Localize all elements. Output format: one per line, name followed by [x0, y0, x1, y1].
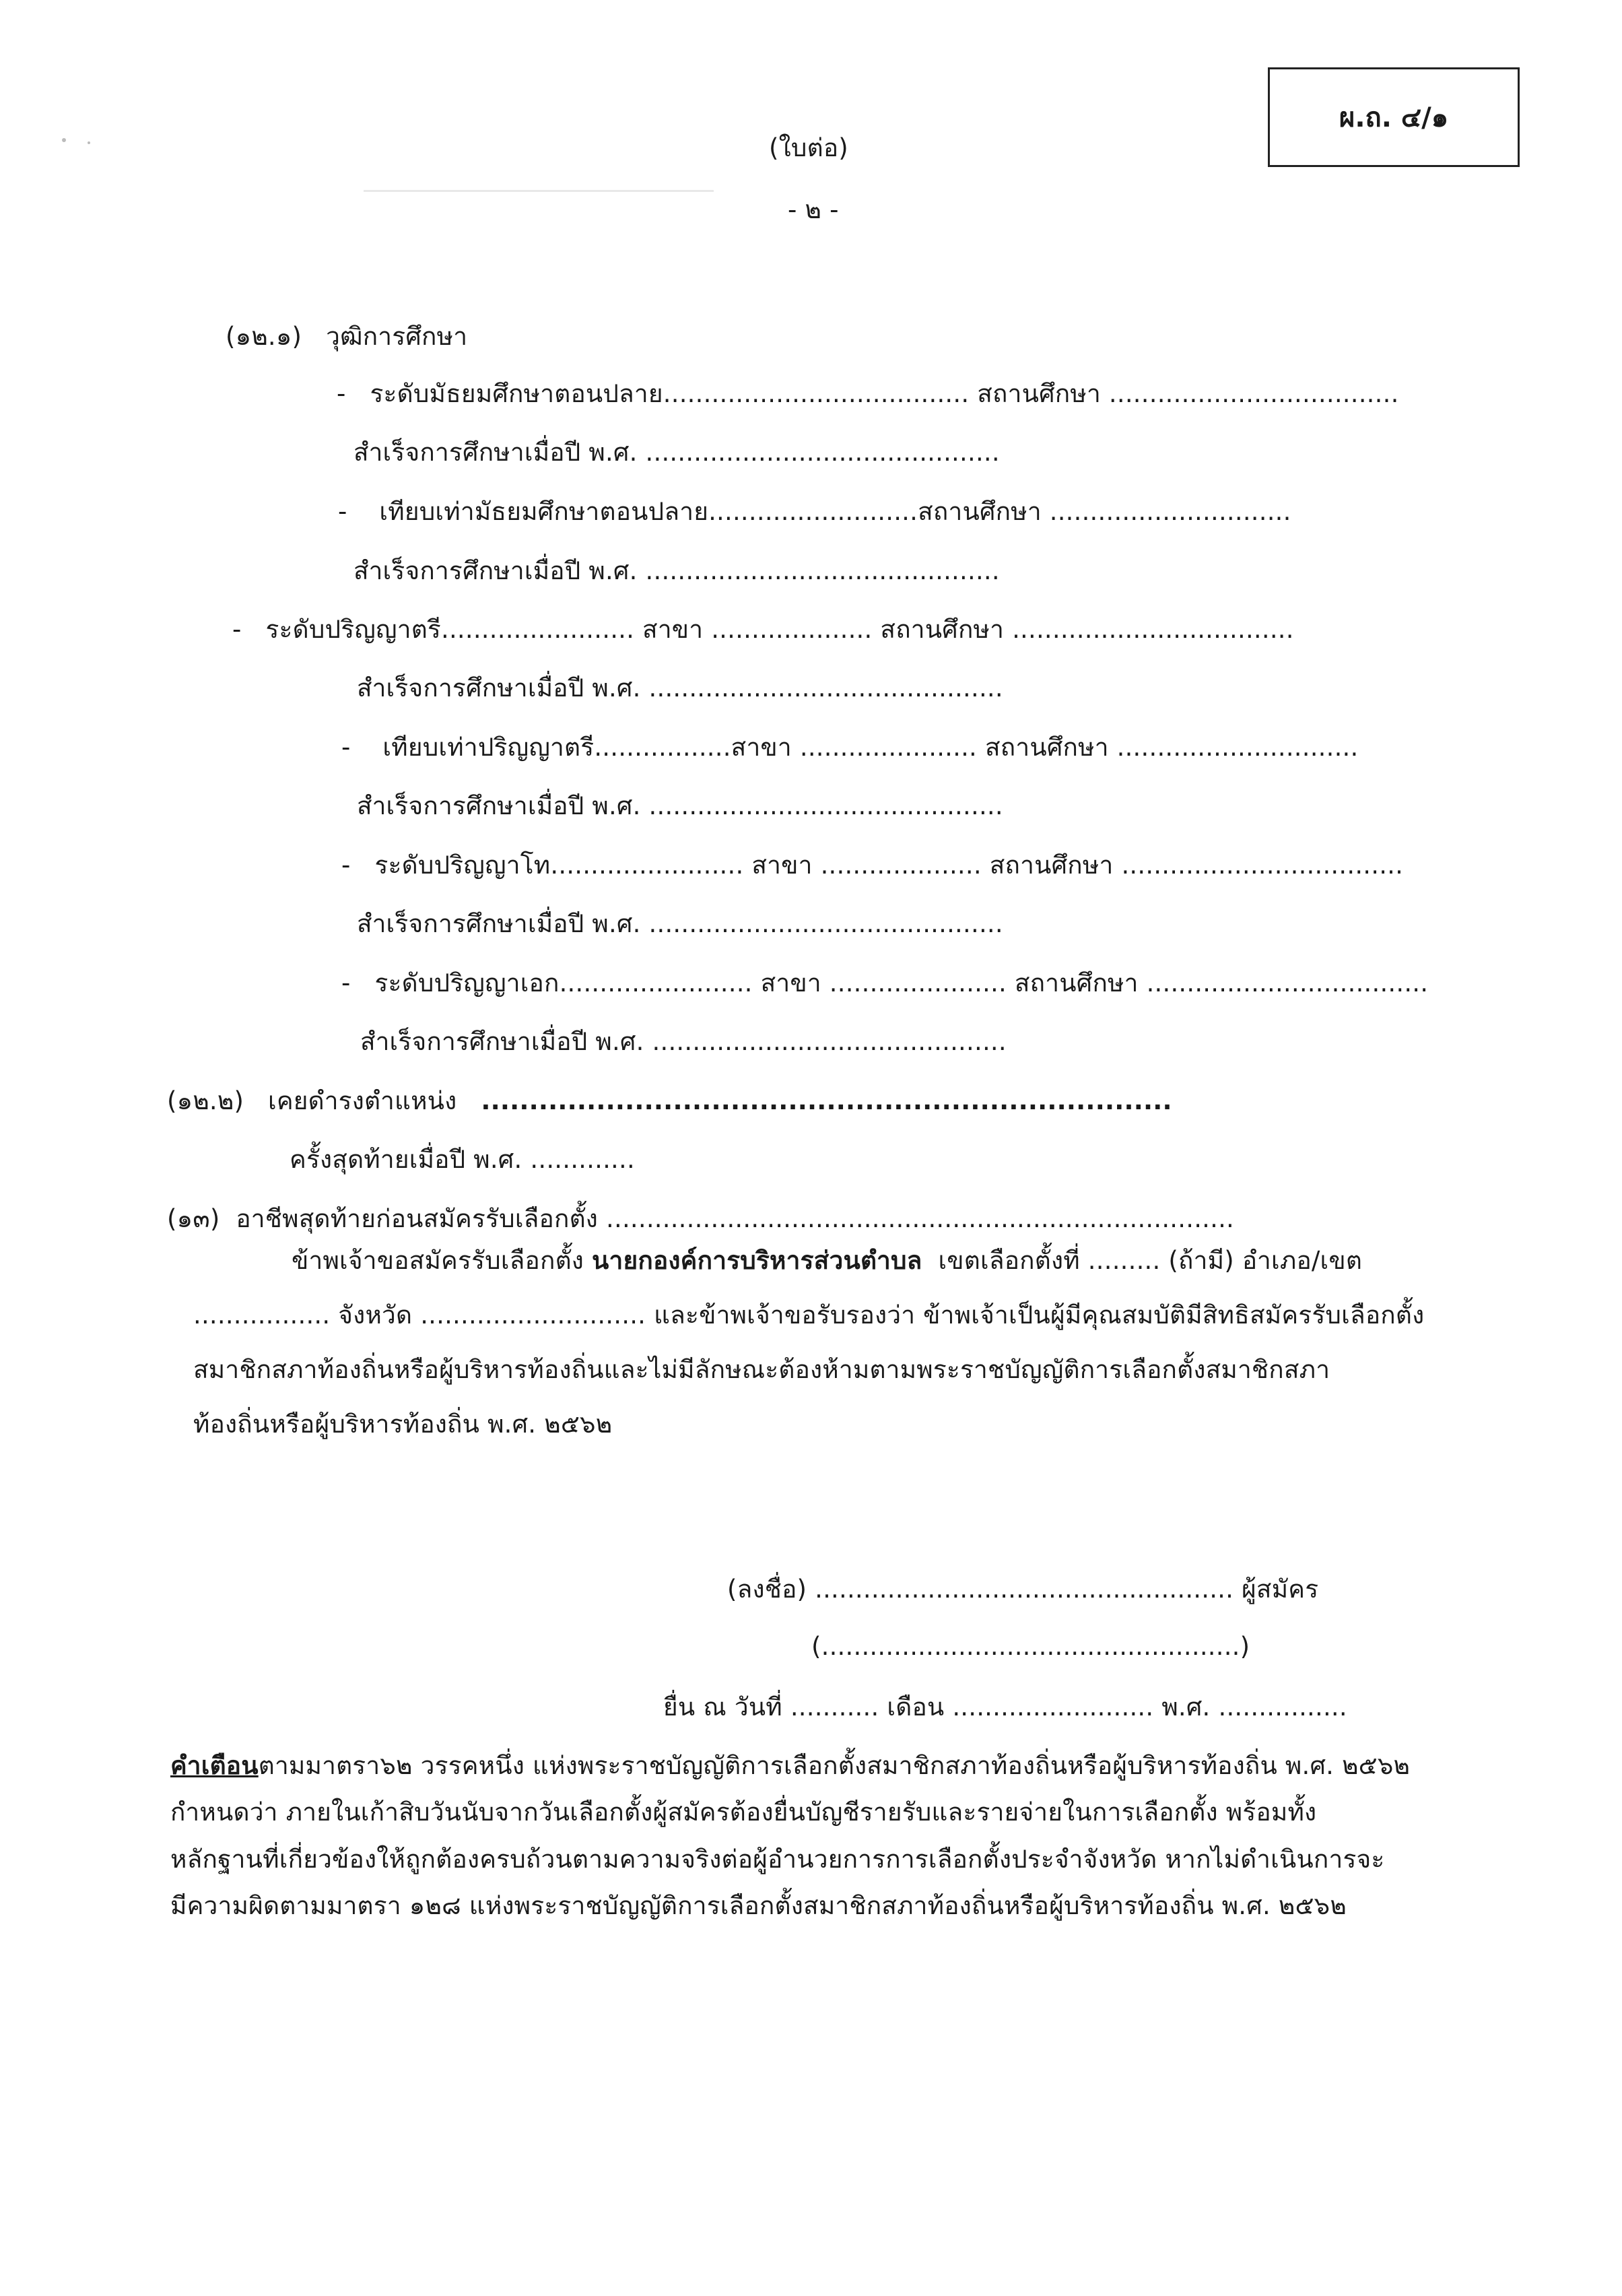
edu-line: ระดับมัธยมศึกษาตอนปลาย...................................... สถานศึกษา ....................................: [370, 379, 1399, 408]
edu-bachelor: - ระดับปริญญาตรี........................ สาขา .................... สถานศึกษา ...................................: [232, 615, 1294, 644]
education-heading-num: (๑๒.๑): [226, 322, 302, 351]
page-number: - ๒ -: [788, 195, 839, 224]
edu-secondary-equiv-year: สำเร็จการศึกษาเมื่อปี พ.ศ. ............................................: [353, 556, 1000, 585]
warning-line-4: มีความผิดตามมาตรา ๑๒๘ แห่งพระราชบัญญัติการเลือกตั้งสมาชิกสภาท้องถิ่นหรือผู้บริหารท้องถิ่น พ.ศ. ๒๕๖๒: [170, 1891, 1347, 1920]
occupation-label: อาชีพสุดท้ายก่อนสมัครรับเลือกตั้ง ..............................................................................: [236, 1204, 1234, 1233]
warning-label: คำเตือน: [170, 1751, 259, 1780]
scan-speck: [88, 141, 90, 144]
declaration-text: ข้าพเจ้าขอสมัครรับเลือกตั้ง: [292, 1246, 584, 1275]
edu-secondary-year: สำเร็จการศึกษาเมื่อปี พ.ศ. ............................................: [353, 438, 1000, 467]
declaration-title: นายกองค์การบริหารส่วนตำบล: [592, 1246, 922, 1275]
form-code-box: [1268, 67, 1520, 167]
edu-line: เทียบเท่ามัธยมศึกษาตอนปลาย..........................สถานศึกษา ..............................: [379, 497, 1291, 526]
declaration-line-4: ท้องถิ่นหรือผู้บริหารท้องถิ่น พ.ศ. ๒๕๖๒: [193, 1410, 613, 1439]
edu-bachelor-equiv-year: สำเร็จการศึกษาเมื่อปี พ.ศ. ............................................: [357, 791, 1003, 820]
edu-line: ระดับปริญญาโท........................ สาขา .................... สถานศึกษา ...................................: [374, 851, 1404, 880]
warning-text: ตามมาตรา๖๒ วรรคหนึ่ง แห่งพระราชบัญญัติการเลือกตั้งสมาชิกสภาท้องถิ่นหรือผู้บริหารท้องถิ่น พ.ศ. ๒๕๖๒: [258, 1751, 1411, 1780]
position-label: เคยดำรงตำแหน่ง: [268, 1086, 457, 1115]
position-last-year: ครั้งสุดท้ายเมื่อปี พ.ศ. .............: [290, 1145, 635, 1174]
occupation-line: [167, 1202, 1234, 1236]
education-heading: [226, 320, 467, 354]
submission-date-line: ยื่น ณ วันที่ ........... เดือน ......................... พ.ศ. ................: [663, 1693, 1347, 1721]
warning-line-2: กำหนดว่า ภายในเก้าสิบวันนับจากวันเลือกตั้งผู้สมัครต้องยื่นบัญชีรายรับและรายจ่ายในการเลือกตั้ง พร้อมทั้ง: [170, 1798, 1317, 1827]
edu-secondary-equiv: - เทียบเท่ามัธยมศึกษาตอนปลาย..........................สถานศึกษา ..............................: [338, 497, 1291, 526]
edu-secondary: - ระดับมัธยมศึกษาตอนปลาย...................................... สถานศึกษา ....................................: [337, 379, 1399, 408]
continuation-label: (ใบต่อ): [769, 133, 848, 162]
edu-doctorate-year: สำเร็จการศึกษาเมื่อปี พ.ศ. ............................................: [360, 1027, 1007, 1056]
declaration-line-3: สมาชิกสภาท้องถิ่นหรือผู้บริหารท้องถิ่นและไม่มีลักษณะต้องห้ามตามพระราชบัญญัติการเลือกตั้งสมาชิกสภา: [193, 1355, 1330, 1384]
declaration-line-1: [292, 1244, 1362, 1278]
edu-master: - ระดับปริญญาโท........................ สาขา .................... สถานศึกษา ...................................: [341, 851, 1404, 880]
declaration-line-2: ................. จังหวัด ............................ และข้าพเจ้าขอรับรองว่า ข้าพเจ้าเป็นผู้มีคุณสมบัติมีสิทธิสมัครรับเลือกตั้ง: [193, 1301, 1425, 1330]
position-num: (๑๒.๒): [167, 1086, 244, 1115]
position-blank: ........................................................................: [481, 1086, 1172, 1115]
edu-bachelor-equiv: - เทียบเท่าปริญญาตรี.................สาขา ...................... สถานศึกษา ..............................: [341, 733, 1359, 762]
warning-line-3: หลักฐานที่เกี่ยวข้องให้ถูกต้องครบถ้วนตามความจริงต่อผู้อำนวยการการเลือกตั้งประจำจังหวัด หากไม่ดำเนินการจะ: [170, 1845, 1385, 1874]
form-code: ผ.ถ. ๔/๑: [1339, 102, 1449, 133]
edu-bachelor-year: สำเร็จการศึกษาเมื่อปี พ.ศ. ............................................: [357, 674, 1003, 702]
edu-line: ระดับปริญญาเอก........................ สาขา ...................... สถานศึกษา ...................................: [374, 969, 1429, 997]
occupation-num: (๑๓): [167, 1204, 220, 1233]
scan-speck: [62, 138, 66, 142]
edu-line: เทียบเท่าปริญญาตรี.................สาขา ...................... สถานศึกษา ..............................: [382, 733, 1359, 762]
position-held: [167, 1084, 1172, 1118]
edu-doctorate: - ระดับปริญญาเอก........................ สาขา ...................... สถานศึกษา ...................................: [341, 969, 1429, 997]
education-heading-label: วุฒิการศึกษา: [326, 322, 468, 351]
declaration-text: เขตเลือกตั้งที่ ......... (ถ้ามี) อำเภอ/เขต: [938, 1246, 1363, 1275]
edu-master-year: สำเร็จการศึกษาเมื่อปี พ.ศ. ............................................: [357, 909, 1003, 938]
signature-name-line: (....................................................): [811, 1632, 1250, 1661]
warning-line-1: [170, 1749, 1410, 1783]
scan-smudge: [364, 190, 714, 192]
signature-line: (ลงชื่อ) .................................................... ผู้สมัคร: [727, 1575, 1319, 1604]
edu-line: ระดับปริญญาตรี........................ สาขา .................... สถานศึกษา ...................................: [265, 615, 1294, 644]
